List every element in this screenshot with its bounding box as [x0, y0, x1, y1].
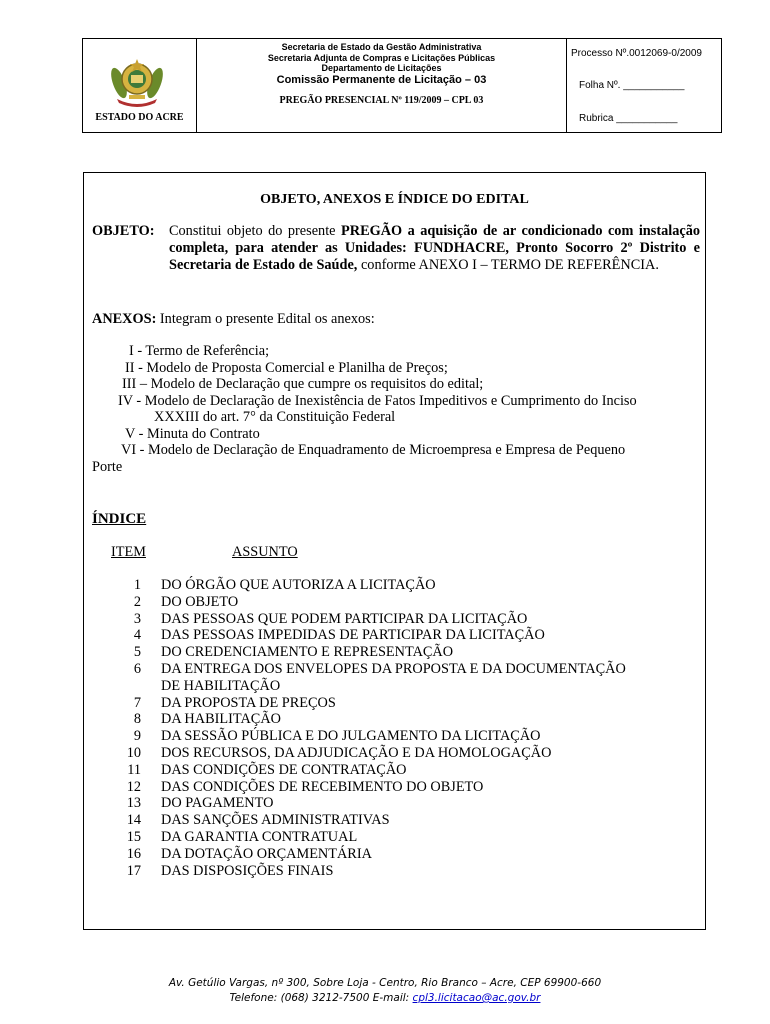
index-number: 15 [126, 828, 141, 845]
index-row [114, 863, 626, 880]
index-subject: DA HABILITAÇÃO [161, 711, 281, 728]
index-number: 8 [133, 711, 141, 728]
email-link[interactable]: cpl3.licitacao@ac.gov.br [412, 992, 541, 1004]
logo-cell [83, 39, 197, 132]
index-subject: DA PROPOSTA DE PREÇOS [161, 694, 336, 711]
index-row [114, 812, 626, 829]
objeto-bold: PREGÃO a aquisição de ar condicionado com instalação completa, para atender as Unidades: FUNDHACRE, Pronto Socorro 2º Distrito e Secretaria de Estado de Saúde, [169, 223, 700, 273]
index-number: 3 [133, 610, 141, 627]
index-number: 14 [126, 812, 141, 829]
annex-item: VI - Modelo de Declaração de Enquadramento de Microempresa e Empresa de Pequeno [121, 442, 626, 458]
annex-list [92, 343, 700, 475]
index-row [114, 577, 626, 594]
edital-content-box [83, 172, 706, 930]
secretaria-adjunta-line: Secretaria Adjunta de Compras e Licitações Públicas [267, 52, 496, 63]
indice-heading: ÍNDICE [92, 511, 147, 527]
index-row [114, 711, 626, 728]
index-subject: DO PAGAMENTO [161, 795, 274, 812]
state-coat-of-arms-icon [109, 53, 165, 109]
index-subject: DO OBJETO [161, 593, 239, 610]
index-row [114, 829, 626, 846]
index-number: 16 [126, 845, 141, 862]
index-subject-continuation: DE HABILITAÇÃO [161, 677, 281, 694]
pregao-line: PREGÃO PRESENCIAL Nº 119/2009 – CPL 03 [279, 94, 484, 106]
index-number: 5 [133, 644, 141, 661]
index-subject: DA ENTREGA DOS ENVELOPES DA PROPOSTA E DA DOCUMENTAÇÃO [161, 660, 626, 677]
index-number: 12 [126, 778, 141, 795]
secretaria-line: Secretaria de Estado da Gestão Administrativa [281, 42, 482, 52]
header-process-cell [567, 39, 721, 132]
rubrica-field: Rubrica ___________ [579, 113, 678, 124]
index-number: 7 [133, 694, 141, 711]
index-row [114, 745, 626, 762]
annex-item: V - Minuta do Contrato [125, 425, 260, 442]
annex-item: II - Modelo de Proposta Comercial e Planilha de Preços; [125, 359, 448, 376]
index-row [114, 795, 626, 812]
index-subject: DO ÓRGÃO QUE AUTORIZA A LICITAÇÃO [161, 577, 436, 593]
index-list [114, 577, 626, 879]
index-number: 4 [133, 627, 141, 644]
index-row [114, 762, 626, 779]
anexos-intro [92, 311, 375, 328]
index-number: 2 [133, 593, 141, 610]
annex-item-continuation: XXXIII do art. 7° da Constituição Federal [154, 409, 396, 425]
header-title-cell [197, 39, 567, 132]
index-number: 1 [133, 577, 141, 593]
objeto-text [169, 223, 700, 274]
index-subject: DAS CONDIÇÕES DE CONTRATAÇÃO [161, 761, 407, 778]
document-header [82, 38, 722, 133]
index-row [114, 594, 626, 611]
document-title: OBJETO, ANEXOS E ÍNDICE DO EDITAL [260, 192, 529, 207]
index-subject: DAS DISPOSIÇÕES FINAIS [161, 862, 334, 879]
index-row [114, 779, 626, 796]
index-subject: DAS PESSOAS QUE PODEM PARTICIPAR DA LICITAÇÃO [161, 610, 528, 627]
processo-number: Processo Nº.0012069-0/2009 [571, 48, 702, 59]
index-row [114, 644, 626, 661]
departamento-line: Departamento de Licitações [321, 63, 442, 73]
index-subject: DAS CONDIÇÕES DE RECEBIMENTO DO OBJETO [161, 778, 484, 795]
annex-item: III – Modelo de Declaração que cumpre os requisitos do edital; [122, 376, 484, 392]
index-subject: DA GARANTIA CONTRATUAL [161, 828, 358, 845]
index-row [114, 627, 626, 644]
index-number: 10 [126, 744, 141, 761]
index-subject: DA DOTAÇÃO ORÇAMENTÁRIA [161, 845, 372, 862]
objeto-section [92, 223, 700, 274]
comissao-line: Comissão Permanente de Licitação – 03 [276, 73, 487, 86]
index-subject: DO CREDENCIAMENTO E REPRESENTAÇÃO [161, 644, 454, 661]
annex-item: IV - Modelo de Declaração de Inexistência de Fatos Impeditivos e Cumprimento do Inciso [118, 392, 637, 409]
anexos-label: ANEXOS: [92, 311, 157, 327]
footer-phone: Telefone: (068) 3212-7500 E-mail: [229, 992, 413, 1004]
index-row [114, 728, 626, 745]
annex-item-continuation: Porte [92, 458, 123, 475]
index-subject: DAS PESSOAS IMPEDIDAS DE PARTICIPAR DA LICITAÇÃO [161, 627, 545, 644]
index-row [114, 695, 626, 712]
state-name: ESTADO DO ACRE [95, 112, 184, 123]
index-row [114, 846, 626, 863]
assunto-column-header: ASSUNTO [232, 544, 298, 560]
index-number: 13 [126, 795, 141, 812]
folha-field: Folha Nº. ___________ [579, 80, 685, 91]
document-footer [0, 976, 770, 1006]
footer-contact [0, 991, 770, 1006]
index-number: 6 [133, 660, 141, 677]
index-row [114, 661, 626, 678]
index-number: 17 [126, 862, 141, 879]
item-column-header: ITEM [111, 544, 146, 560]
footer-address: Av. Getúlio Vargas, nº 300, Sobre Loja - Centro, Rio Branco – Acre, CEP 69900-660 [168, 977, 602, 989]
anexos-text: Integram o presente Edital os anexos: [156, 311, 375, 327]
index-subject: DA SESSÃO PÚBLICA E DO JULGAMENTO DA LICITAÇÃO [161, 728, 541, 745]
objeto-post: conforme ANEXO I – TERMO DE REFERÊNCIA. [357, 257, 659, 273]
index-subject: DOS RECURSOS, DA ADJUDICAÇÃO E DA HOMOLOGAÇÃO [161, 744, 552, 761]
objeto-label: OBJETO: [92, 223, 155, 239]
annex-item: I - Termo de Referência; [129, 343, 270, 359]
index-row [114, 611, 626, 628]
index-subject: DAS SANÇÕES ADMINISTRATIVAS [161, 812, 390, 829]
index-number: 11 [127, 761, 141, 778]
index-number: 9 [133, 728, 141, 745]
objeto-pre: Constitui objeto do presente [169, 223, 342, 239]
